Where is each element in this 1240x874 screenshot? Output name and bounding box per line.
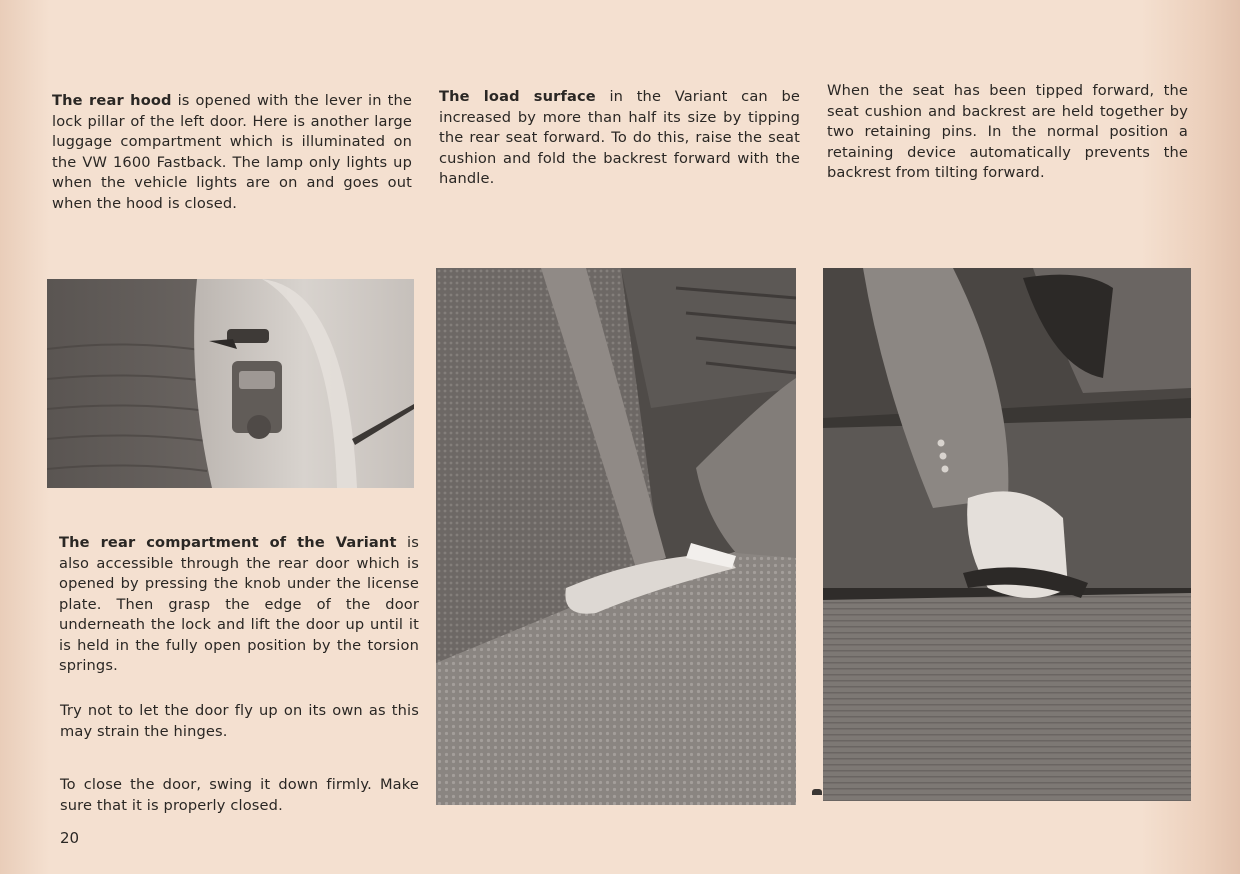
- close-door-text: To close the door, swing it down firmly. Make sure that it is properly closed.: [60, 776, 419, 814]
- continuation-mark: [812, 789, 822, 795]
- seat-retaining-body: When the seat has been tipped forward, the seat cushion and backrest are held together by two retaining pins. In the normal position a retaining device automatically prevents the backrest from tilting forward.: [827, 82, 1188, 181]
- rear-hood-body: is opened with the lever in the lock pillar of the left door. Here is another large luggage compartment which is illuminated on the VW 1600 Fastback. The lamp only lights up when the vehicle lights are on and goes out when the hood is closed.: [52, 92, 412, 212]
- lock-pillar-lever-photo: [47, 279, 414, 488]
- load-surface-paragraph: [439, 87, 800, 190]
- rear-compartment-body: is also accessible through the rear door which is opened by pressing the knob under the license plate. Then grasp the edge of the door underneath the lock and lift the door up until it is held in the fully open position by the torsion springs.: [59, 534, 419, 674]
- door-caution-paragraph: [60, 701, 419, 742]
- raising-seat-cushion-photo: [436, 268, 796, 805]
- load-surface-body: in the Variant can be increased by more than half its size by tipping the rear seat forward. To do this, raise the seat cushion and fold the backrest forward with the handle.: [439, 88, 800, 187]
- page-number: 20: [60, 829, 80, 847]
- door-caution-text: Try not to let the door fly up on its own as this may strain the hinges.: [60, 702, 419, 740]
- rear-compartment-paragraph: [59, 533, 419, 677]
- close-door-paragraph: [60, 775, 419, 816]
- rear-hood-paragraph: [52, 91, 412, 214]
- rear-compartment-heading: The rear compartment of the Variant: [59, 534, 397, 551]
- folding-backrest-photo: [823, 268, 1191, 801]
- seat-retaining-paragraph: [827, 81, 1188, 184]
- rear-hood-heading: The rear hood: [52, 92, 172, 109]
- load-surface-heading: The load surface: [439, 88, 596, 105]
